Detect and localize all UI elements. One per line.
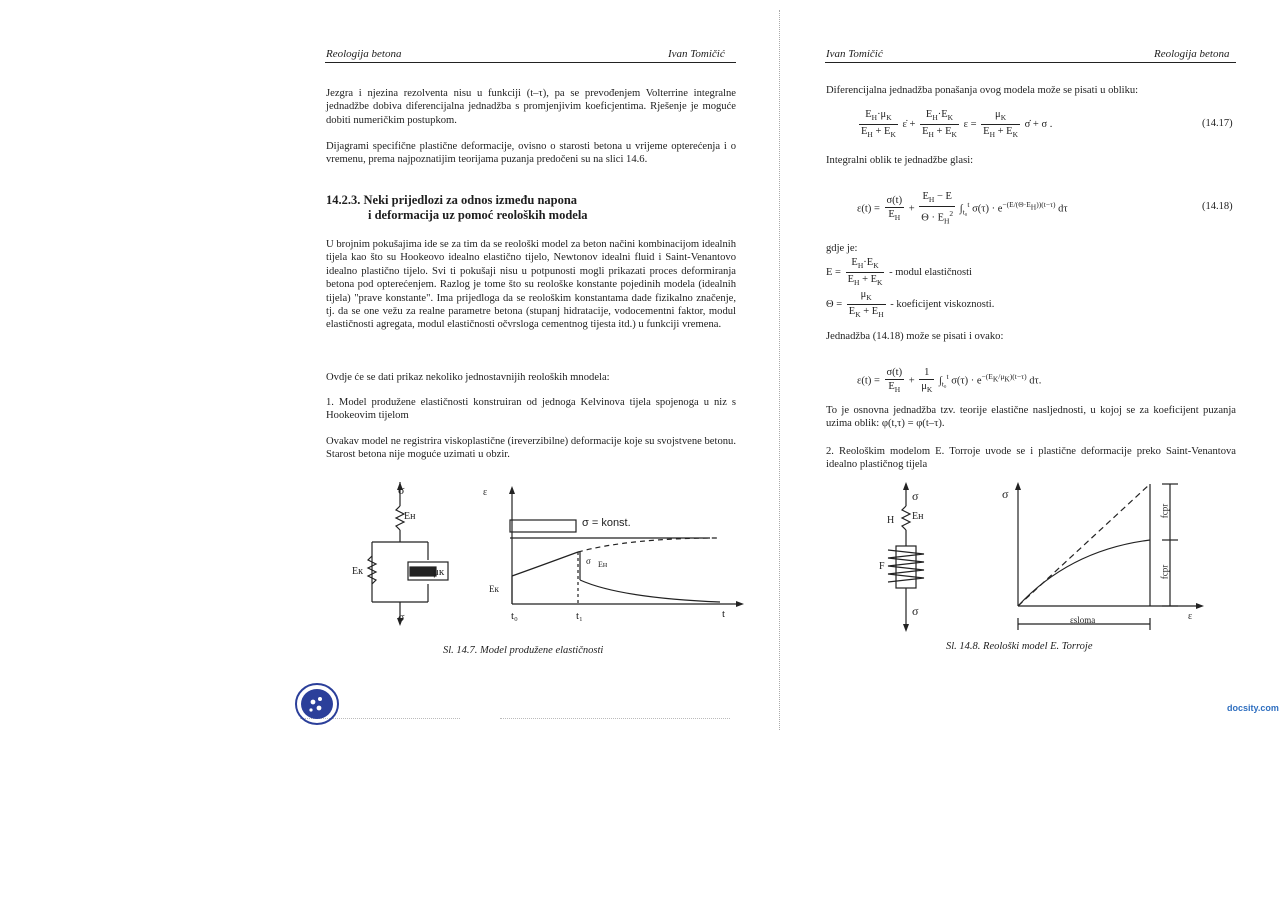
docsity-watermark[interactable]: docsity.com	[1227, 703, 1279, 713]
left-paragraph-3: U brojnim pokušajima ide se za tim da se reološki model za beton načini kombinacijom idealnih tijela kao što su Hookeovo idealno elastično tijelo, Newtonov idealni fluid i Saint-Venantovo idealno plastično tijelo. Svi ti pokušaji nisu u potpunosti mogli prikazati proces deformiranja betona pod opterećenjem. Razlog je tome što su reološke konstante pojedinih modela (idealnih tijela) "prave konstante". Ima prijedloga da se reološkim konstantama dade fizikalno značenje, tj. da se one vežu za realne parametre betona (stupanj hidratacije, vodocementni faktor, modul elastičnosti agregata, modul elastičnosti očvrsloga cementnog tijesta itd.) u funkciji vremena.	[326, 239, 736, 331]
left-paragraph-4: Ovdje će se dati prikaz nekoliko jednostavnijih reoloških mnodela:	[326, 372, 610, 383]
fig147-t-axis: t	[722, 608, 726, 620]
fig147-sigma-bottom: σ	[398, 610, 405, 624]
fig147-sigma-top: σ	[398, 483, 405, 497]
figure-14-8-caption: Sl. 14.8. Reološki model E. Torroje	[946, 641, 1093, 652]
fig147-t1: t₁	[576, 610, 583, 622]
equation-14-17: $\frac{E_H\cdot\mu_K}{E_H + E_K}$ ε̇ + $\frac{E_H\cdot E_K}{E_H + E_K}$ ε = $\frac{\mu_K}{E_H + E_K}$ σ̇ + σ .	[861, 109, 1053, 140]
left-paragraph-1: Jezgra i njezina rezolventa nisu u funkciji (t–τ), pa se prevođenjem Volterrine integralne jednadžbe dobiva diferencijalna jednadžba s promjenjivim koeficjentima. Rješenje je moguće dobiti numeričkim postupkom.	[326, 88, 736, 126]
page-gutter	[779, 10, 780, 730]
fig148-fcpr-bottom: fcpr	[1159, 564, 1170, 580]
left-header-author: Ivan Tomičić	[668, 48, 725, 60]
right-header-author: Ivan Tomičić	[826, 48, 883, 60]
fig147-t0: t₀	[511, 610, 518, 622]
scan-artifact	[500, 718, 730, 719]
right-header-title: Reologija betona	[1154, 48, 1230, 60]
figure-14-8	[870, 478, 1210, 636]
fig147-eps-axis: ε	[483, 487, 488, 498]
fig148-sigma-top: σ	[912, 489, 919, 503]
section-heading-line2: i deformacija uz pomoć reoloških modela	[368, 208, 588, 222]
right-paragraph-2: Integralni oblik te jednadžbe glasi:	[826, 155, 974, 166]
section-heading-line1: 14.2.3. Neki prijedlozi za odnos između napona	[326, 193, 578, 207]
right-paragraph-1: Diferencijalna jednadžba ponašanja ovog modela može se pisati u obliku:	[826, 85, 1139, 96]
figure-14-7	[300, 476, 750, 636]
equation-14-18: ε(t) = $\frac{\sigma(t)}{E_H}$ + $\frac{E_H - E}{\Theta \cdot E_H^2}$ $\int_{t_0}^t$ $\sigma(\tau) \cdot e^{-(E/(\Theta\cdot E_H))(t-\tau)}$ dτ	[857, 191, 1068, 226]
definition-theta: Θ = $\frac{\mu_K}{E_K + E_H}$ - koeficijent viskoznosti.	[826, 289, 995, 320]
left-header-rule	[325, 62, 736, 63]
fig148-H: H	[887, 515, 895, 526]
fig147-sigma-frac: σ	[586, 556, 591, 566]
fig148-eps-axis: ε	[1188, 611, 1193, 622]
right-paragraph-5: 2. Reološkim modelom E. Torroje uvode se i plastične deformacije preko Saint-Venantova idealno plastičnog tijela	[826, 446, 1236, 471]
left-paragraph-2: Dijagrami specifične plastične deformacije, ovisno o starosti betona u vrijeme opterećenja i o vremenu, prema najpoznatijim teorijama puzanja predočeni su na slici 14.6.	[326, 141, 736, 166]
fig147-EH-frac: Eн	[598, 560, 608, 569]
publisher-logo-icon	[295, 682, 343, 726]
right-header-rule	[825, 62, 1236, 63]
definition-theta-text: - koeficijent viskoznosti.	[890, 299, 995, 310]
fig147-EK: Eк	[352, 566, 363, 577]
definition-E: E = $\frac{E_H\cdot E_K}{E_H + E_K}$ - modul elastičnosti	[826, 257, 972, 288]
equation-14-18-number: (14.18)	[1202, 201, 1233, 212]
fig148-sigma-bottom: σ	[912, 604, 919, 618]
fig148-F: F	[879, 561, 885, 572]
left-paragraph-5: 1. Model produžene elastičnosti konstruiran od jednoga Kelvinova tijela spojenoga u niz s Hookeovim tijelom	[326, 397, 736, 422]
left-header-title: Reologija betona	[326, 48, 402, 60]
fig148-EH: Eн	[912, 511, 924, 522]
fig147-load-label: σ = konst.	[582, 517, 631, 529]
equation-14-18-alt: ε(t) = $\frac{\sigma(t)}{E_H}$ + $\frac{1}{\mu_K}$ $\int_{t_0}^t$ $\sigma(\tau) \cdot e^{-(E_K/\mu_K)(t-\tau)}$ dτ.	[857, 367, 1042, 395]
fig148-eps-sloma: εsloma	[1070, 615, 1096, 625]
right-gdje-je: gdje je:	[826, 243, 858, 254]
left-paragraph-6: Ovakav model ne registrira viskoplastične (ireverzibilne) deformacije koje su svojstvene betonu. Starost betona nije moguće uzimati u obzir.	[326, 436, 736, 461]
fig147-EH: Eн	[404, 511, 416, 522]
definition-E-text: - modul elastičnosti	[889, 267, 972, 278]
equation-14-17-number: (14.17)	[1202, 118, 1233, 129]
fig147-muK: μк	[433, 566, 445, 578]
fig147-EK-frac: Eк	[489, 584, 499, 594]
fig148-fcpr-top: fcpr	[1159, 503, 1170, 519]
right-paragraph-3: Jednadžba (14.18) može se pisati i ovako:	[826, 331, 1004, 342]
figure-14-7-caption: Sl. 14.7. Model produžene elastičnosti	[443, 645, 604, 656]
fig148-sigma-axis: σ	[1002, 487, 1009, 501]
right-paragraph-4: To je osnovna jednadžba tzv. teorije elastične nasljednosti, u kojoj se za koeficijent puzanja uzima oblik: φ(t,τ) = φ(t–τ).	[826, 405, 1236, 430]
